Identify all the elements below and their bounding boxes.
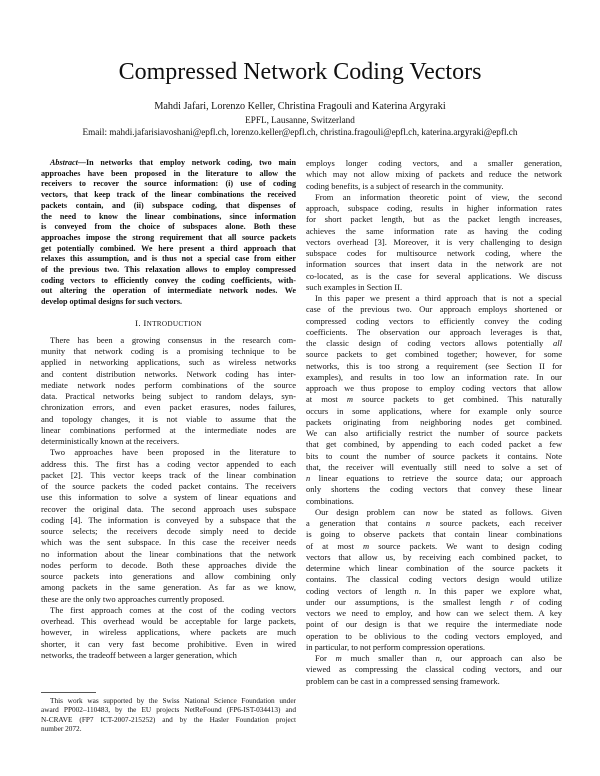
abstract-label: Abstract— xyxy=(50,158,86,167)
abstract-line: is conveyed from the choice of subspaces alone. Both these xyxy=(41,222,296,232)
text-line: coding vectors of length n. In this paper we explore what, xyxy=(306,585,562,596)
text-line: achieves the same information rate as having the coding xyxy=(306,225,562,236)
text-line: From an information theoretic point of view, the second xyxy=(315,191,562,202)
paper-title: Compressed Network Coding Vectors xyxy=(118,59,482,85)
text-line: only shortens the coding vectors that convey these linear xyxy=(306,484,562,495)
text-line: In this paper we present a third approach that is not a special xyxy=(315,293,562,303)
text-line: determine which linear combination of the source packets it xyxy=(306,563,562,573)
paragraph xyxy=(306,293,562,507)
text-line: nodes perform to decode. Both these approaches divide the xyxy=(41,559,296,570)
text-line: bits to count the number of source packets it contains. Note xyxy=(306,450,562,461)
abstract-line: approaches have been proposed in the literature to allow the xyxy=(41,168,296,178)
text-line: point of our design is that we require the intermediate node xyxy=(306,619,562,630)
text-line: coding benefits, is a subject of research in the community. xyxy=(306,180,504,191)
text-line: data. Practical networks being subject to random delays, syn- xyxy=(41,391,296,402)
text-line: approach, subspace coding, results in higher information rates xyxy=(306,203,562,213)
text-line: linear combinations performed at the intermediate nodes are xyxy=(41,424,296,435)
text-line: There has been a growing consensus in the research com- xyxy=(50,334,296,345)
footnote-line: This work was supported by the Swiss National Science Foundation under xyxy=(50,696,296,705)
text-line: n linear equations to retrieve the source data; our approach xyxy=(306,473,562,483)
text-line: overhead. This overhead would be acceptable for large packets, xyxy=(41,616,296,627)
paragraph xyxy=(306,192,562,293)
section-heading-introduction xyxy=(41,317,296,330)
text-line: source packets into generations and allow combining only xyxy=(41,571,296,582)
text-line: and topology changes, it is not viable to assume that the xyxy=(41,413,296,424)
text-line: source selects; the receivers decode simply need to decide xyxy=(41,526,296,537)
text-line: recover the original data. The second approach uses subspace xyxy=(41,503,296,514)
text-line: contains. The classical coding vectors design would utilize xyxy=(306,574,562,585)
abstract-line: coding vectors to efficiently convey the coding coefficients, with- xyxy=(41,275,296,285)
abstract-line: of the previous two. This relaxation allows to employ compressed xyxy=(41,265,296,275)
text-line: For m much smaller than n, our approach can also be xyxy=(315,653,562,663)
section-heading-rest: NTRODUCTION xyxy=(146,319,202,328)
text-line: occurs in some applications, where for example only source xyxy=(306,405,562,416)
author-list: Mahdi Jafari, Lorenzo Keller, Christina Fragouli and Katerina Argyraki xyxy=(154,101,446,112)
text-line: viewed as compressing the classical coding vectors, and our xyxy=(306,664,562,675)
paragraph xyxy=(306,507,562,653)
abstract-line: vectors, that keep track of the linear combinations the received xyxy=(41,190,296,200)
footnote-line: number 2072. xyxy=(41,724,82,734)
abstract-line: develop optimal designs for such vectors. xyxy=(41,297,183,307)
text-line: address this. The first has a coding vector appended to each xyxy=(41,458,296,469)
text-line: shorter, it can very fast become prohibitive. Even in wired xyxy=(41,638,296,649)
text-line: that, the receiver will eventually still need to solve a set of xyxy=(306,461,562,472)
text-line: is going to observe packets that contain linear combinations xyxy=(306,529,562,540)
abstract-line: the need to know the linear combinations, since information xyxy=(41,211,296,221)
section-numeral: I. xyxy=(135,317,144,328)
affiliation: EPFL, Lausanne, Switzerland xyxy=(245,115,355,125)
text-line: compressed coding vectors to efficiently convey the coding xyxy=(306,315,562,326)
text-line: deterministically known at the receivers. xyxy=(41,436,180,447)
abstract-line xyxy=(41,158,296,169)
footnote-line: award PP002–110483, by the EU projects NetReFound (FP6-IST-034413) and xyxy=(41,705,296,715)
text-line: which was the sent subspace. In this case the receiver needs xyxy=(41,537,296,548)
text-line: under our assumptions, is the smallest length r of coding xyxy=(306,596,562,607)
paragraph xyxy=(41,605,296,661)
text-line: networks, the tradeoff between a larger generation, which xyxy=(41,649,237,660)
text-line: networks, this is too strong a requirement (see Section II for xyxy=(306,360,562,371)
text-line: examples), and results in too low an information rate. In our xyxy=(306,371,562,382)
text-line: co-located, as is the case for several applications. We discuss xyxy=(306,270,562,281)
text-line: We can also artificially restrict the number of source packets xyxy=(306,428,562,438)
left-column xyxy=(41,158,296,661)
text-line: which may not allow mixing of packets and reduce the network xyxy=(306,169,562,180)
text-line: such examples in Section II. xyxy=(306,281,403,292)
text-line: vectors we need to employ, and how can we select them. A key xyxy=(306,608,562,618)
paragraph xyxy=(306,158,562,192)
abstract-line: out altering the operation of intermediate network nodes. We xyxy=(41,286,296,296)
section-heading-cap: I xyxy=(143,317,147,328)
text-line: these are the only two approaches currently proposed. xyxy=(41,593,225,604)
text-line: munity that network coding is a promising technique to be xyxy=(41,346,296,357)
paragraph xyxy=(41,447,296,605)
text-line: the classic design of coding vectors allows potentially all xyxy=(306,338,562,348)
text-line: packet [2]. This vector keeps track of the linear combination xyxy=(41,469,296,480)
email-line: Email: mahdi.jafarisiavoshani@epfl.ch, lorenzo.keller@epfl.ch, christina.fragouli@epfl.ch, katerina.argyraki@epfl.ch xyxy=(82,127,518,137)
text-line: vectors that allow us, by receiving each combined packet, to xyxy=(306,551,562,562)
footnote-rule xyxy=(41,692,96,693)
text-line: coding [4]. The information is conveyed by a subspace that the xyxy=(41,514,296,525)
paragraph xyxy=(41,335,296,448)
abstract xyxy=(41,158,296,308)
text-line: of the source packets the coded packet contains. The receivers xyxy=(41,481,296,492)
text-line: a generation that contains n source packets, each receiver xyxy=(306,518,563,528)
text-line: of at most m source packets. We want to design coding xyxy=(306,540,562,551)
text-line: however, in wireless applications, where packets are much xyxy=(41,627,296,638)
text-line: that get combined, by appending to each coded packet a few xyxy=(306,439,562,450)
abstract-line: approaches impose the strong requirement that all source packets xyxy=(41,232,296,242)
abstract-line: get potentially combined. We here present a third approach that xyxy=(41,243,296,253)
text-line: chronization errors, and even packet erasures, nodes failures, xyxy=(41,402,296,413)
text-line: case of the previous two. Our approach employs shortened or xyxy=(306,304,562,315)
text-line: for short packet length, but as the packet length increases, xyxy=(306,214,562,225)
footnote xyxy=(41,696,296,734)
right-body-text xyxy=(306,158,562,687)
text-line: mediate network nodes perform combinations of the source xyxy=(41,379,296,390)
text-line: source packets to get combined together; however, for some xyxy=(306,349,562,360)
footnote-line: N-CRAVE (FP7 ICT-2007-215252) and by the Hasler Foundation project xyxy=(41,714,296,724)
text-line: coefficients. The observation our approach leverages is that, xyxy=(306,326,562,337)
text-line: The first approach comes at the cost of the coding vectors xyxy=(50,604,296,615)
abstract-line: packets contain, and (ii) subspace coding, that dispenses of xyxy=(41,200,296,210)
text-line: at most m source packets to get combined. This naturally xyxy=(306,394,562,405)
text-line: problem can be cast in a compressed sensing framework. xyxy=(306,675,500,686)
right-column xyxy=(306,158,562,687)
text-line: packets originating from neighboring nodes get combined. xyxy=(306,416,562,427)
text-line: and content distribution networks. Network coding has inter- xyxy=(41,368,296,379)
text-line: employs longer coding vectors, and a smaller generation, xyxy=(306,158,562,168)
abstract-line: receivers to recover the source information: (i) use of coding xyxy=(41,179,296,189)
text-line: combinations. xyxy=(306,495,354,506)
text-line: approach we thus propose to employ coding vectors that allow xyxy=(306,383,562,393)
text-line: no information about the linear combinations that the network xyxy=(41,548,296,559)
text-line: Two approaches have been proposed in the literature to xyxy=(50,447,296,458)
text-line: use this information to solve a system of linear equations and xyxy=(41,492,296,503)
text-line: Our design problem can now be stated as follows. Given xyxy=(315,506,562,517)
abstract-line: relaxes this assumption, and is thus not a special case from either xyxy=(41,254,296,264)
abstract-first-line-text: In networks that employ network coding, two main xyxy=(85,158,296,167)
text-line: information sources that insert data in the network are not xyxy=(306,259,562,270)
text-line: among packets in the same generation. As far as we know, xyxy=(41,582,296,593)
left-body-text xyxy=(41,335,296,661)
paragraph xyxy=(306,653,562,687)
text-line: applied in networking applications, such as wireless networks xyxy=(41,357,296,368)
text-line: subspace codes for multisource network coding, where the xyxy=(306,248,562,258)
text-line: in particular, to not perform compression operations. xyxy=(306,641,486,652)
text-line: operation to be oblivious to the coding vectors employed, and xyxy=(306,630,562,641)
text-line: vectors overhead [3]. Moreover, it is very challenging to design xyxy=(306,236,562,247)
